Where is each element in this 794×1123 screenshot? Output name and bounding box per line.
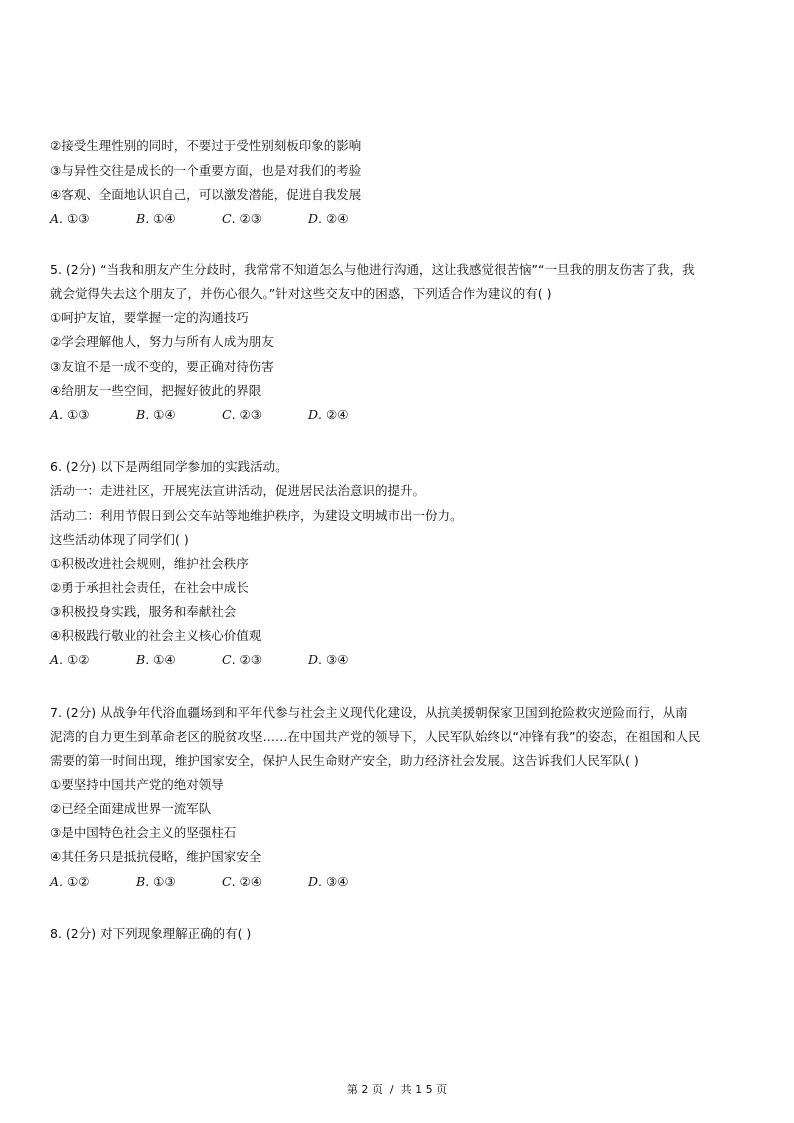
- option-d[interactable]: D. ②④: [308, 407, 349, 422]
- answer-options: [50, 652, 394, 668]
- answer-options: [50, 874, 394, 890]
- statement-line: ③积极投身实践，服务和奉献社会: [50, 604, 237, 619]
- option-b[interactable]: B. ①④: [136, 407, 176, 422]
- option-a[interactable]: A. ①③: [50, 211, 90, 226]
- statement-line: ④其任务只是抵抗侵略，维护国家安全: [50, 849, 262, 864]
- statement-line: ④客观、全面地认识自己，可以激发潜能，促进自我发展: [50, 187, 362, 202]
- option-a[interactable]: A. ①③: [50, 407, 90, 422]
- option-c[interactable]: C. ②③: [222, 211, 262, 226]
- page-footer: 第 2 页 / 共 1 5 页: [346, 1083, 448, 1096]
- option-b[interactable]: B. ①④: [136, 652, 176, 667]
- question-6-stem: 6. (2分) 以下是两组同学参加的实践活动。: [50, 459, 288, 474]
- statement-line: ①呵护友谊，要掌握一定的沟通技巧: [50, 310, 249, 325]
- option-d[interactable]: D. ③④: [308, 874, 349, 889]
- statement-line: ③与异性交往是成长的一个重要方面，也是对我们的考验: [50, 163, 362, 178]
- question-5-stem: 就会觉得失去这个朋友了，并伤心很久。”针对这些交友中的困惑，下列适合作为建议的有( ): [50, 286, 552, 301]
- option-b[interactable]: B. ①④: [136, 211, 176, 226]
- question-7-stem: 泥湾的自力更生到革命老区的脱贫攻坚……在中国共产党的领导下，人民军队始终以“冲锋有我”的姿态，在祖国和人民: [50, 729, 701, 744]
- option-d[interactable]: D. ③④: [308, 652, 349, 667]
- option-a[interactable]: A. ①②: [50, 874, 90, 889]
- option-c[interactable]: C. ②③: [222, 407, 262, 422]
- statement-line: ②勇于承担社会责任，在社会中成长: [50, 580, 249, 595]
- statement-line: ②学会理解他人，努力与所有人成为朋友: [50, 334, 274, 349]
- statement-line: ②接受生理性别的同时，不要过于受性别刻板印象的影响: [50, 138, 362, 153]
- statement-line: ①积极改进社会规则，维护社会秩序: [50, 556, 249, 571]
- question-6-stem: 活动二：利用节假日到公交车站等地维护秩序，为建设文明城市出一份力。: [50, 508, 463, 523]
- question-6-stem: 这些活动体现了同学们( ): [50, 532, 189, 547]
- answer-options: [50, 211, 394, 227]
- question-8-stem: 8. (2分) 对下列现象理解正确的有( ): [50, 926, 252, 941]
- statement-line: ④积极践行敬业的社会主义核心价值观: [50, 628, 262, 643]
- question-7-stem: 需要的第一时间出现，维护国家安全，保护人民生命财产安全，助力经济社会发展。这告诉我们人民军队( ): [50, 753, 639, 768]
- option-b[interactable]: B. ①③: [136, 874, 176, 889]
- question-5-stem: 5. (2分) “当我和朋友产生分歧时，我常常不知道怎么与他进行沟通，这让我感觉很苦恼”“一旦我的朋友伤害了我，我: [50, 262, 695, 277]
- option-a[interactable]: A. ①②: [50, 652, 90, 667]
- statement-line: ④给朋友一些空间，把握好彼此的界限: [50, 383, 262, 398]
- answer-options: [50, 407, 394, 423]
- statement-line: ①要坚持中国共产党的绝对领导: [50, 777, 224, 792]
- question-7-stem: 7. (2分) 从战争年代浴血疆场到和平年代参与社会主义现代化建设，从抗美援朝保家卫国到抢险救灾逆险而行，从南: [50, 705, 688, 720]
- question-6-stem: 活动一：走进社区，开展宪法宣讲活动，促进居民法治意识的提升。: [50, 483, 426, 498]
- option-d[interactable]: D. ②④: [308, 211, 349, 226]
- option-c[interactable]: C. ②④: [222, 874, 262, 889]
- statement-line: ③是中国特色社会主义的坚强柱石: [50, 825, 237, 840]
- option-c[interactable]: C. ②③: [222, 652, 262, 667]
- statement-line: ③友谊不是一成不变的，要正确对待伤害: [50, 359, 274, 374]
- statement-line: ②已经全面建成世界一流军队: [50, 801, 212, 816]
